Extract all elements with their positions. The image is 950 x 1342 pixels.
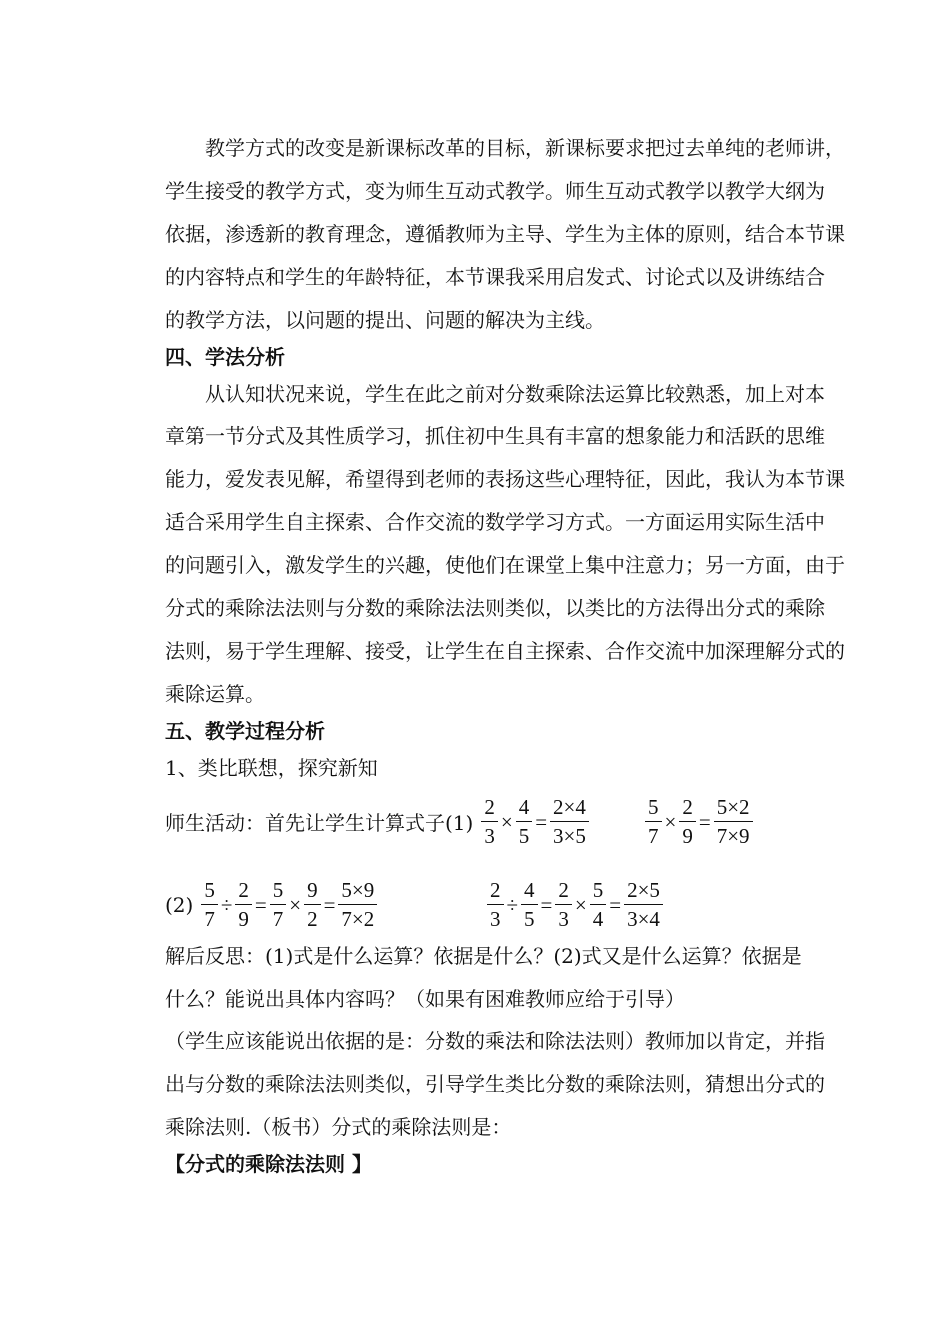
equation-4 (485, 879, 665, 930)
equals-sign: = (698, 809, 711, 834)
equation-intro: 师生活动：首先让学生计算式子(1) (165, 811, 474, 835)
paragraph-line: 教学方式的改变是新课标改革的目标，新课标要求把过去单纯的老师讲， (205, 136, 845, 160)
paragraph-line: 从认知状况来说，学生在此之前对分数乘除法运算比较熟悉，加上对本 (205, 382, 825, 406)
equals-sign: = (540, 892, 553, 917)
fraction: $\frac{9}{2}$ (304, 879, 321, 930)
fraction: $\frac{4}{5}$ (516, 796, 533, 847)
fraction: $\frac{2\times 5}{3\times 4}$ (624, 879, 663, 930)
times-sign: × (664, 809, 677, 834)
section-heading: 五、教学过程分析 (165, 719, 325, 743)
paragraph-line: 乘除运算。 (165, 682, 265, 706)
equals-sign: = (254, 892, 267, 917)
equation-label: (2) (165, 892, 194, 917)
paragraph-line: 能力，爱发表见解，希望得到老师的表扬这些心理特征，因此，我认为本节课 (165, 467, 845, 491)
fraction: $\frac{2}{3}$ (481, 796, 498, 847)
fraction: $\frac{5\times 2}{7\times 9}$ (714, 796, 753, 847)
fraction: $\frac{2}{9}$ (235, 879, 252, 930)
times-sign: × (574, 892, 587, 917)
fraction: $\frac{5\times 9}{7\times 2}$ (338, 879, 377, 930)
paragraph-line: 章第一节分式及其性质学习，抓住初中生具有丰富的想象能力和活跃的思维 (165, 424, 825, 448)
paragraph-line: 什么？能说出具体内容吗？（如果有困难教师应给于引导） (165, 987, 685, 1011)
fraction: $\frac{5}{4}$ (590, 879, 607, 930)
times-sign: × (500, 809, 513, 834)
paragraph-line: 学生接受的教学方式，变为师生互动式教学。师生互动式教学以教学大纲为 (165, 179, 825, 203)
equals-sign: = (535, 809, 548, 834)
paragraph-line: 适合采用学生自主探索、合作交流的数学学习方式。一方面运用实际生活中 (165, 510, 825, 534)
fraction: $\frac{5}{7}$ (645, 796, 662, 847)
paragraph-line: 法则，易于学生理解、接受，让学生在自主探索、合作交流中加深理解分式的 (165, 639, 845, 663)
divide-sign: ÷ (220, 892, 233, 917)
paragraph-line: 分式的乘除法法则与分数的乘除法法则类似，以类比的方法得出分式的乘除 (165, 596, 825, 620)
equals-sign: = (323, 892, 336, 917)
paragraph-line: 的内容特点和学生的年龄特征，本节课我采用启发式、讨论式以及讲练结合 (165, 265, 825, 289)
fraction: $\frac{2}{3}$ (487, 879, 504, 930)
paragraph-line: 出与分数的乘除法法则类似，引导学生类比分数的乘除法则，猜想出分式的 (165, 1072, 825, 1096)
subsection-heading: 1、类比联想，探究新知 (165, 756, 378, 780)
equation-2 (643, 796, 755, 847)
paragraph-line: 解后反思：(1)式是什么运算？依据是什么？(2)式又是什么运算？依据是 (165, 944, 802, 968)
fraction: $\frac{4}{5}$ (521, 879, 538, 930)
section-heading: 四、学法分析 (165, 345, 285, 369)
equation-3 (165, 879, 379, 930)
fraction: $\frac{5}{7}$ (201, 879, 218, 930)
divide-sign: ÷ (506, 892, 519, 917)
fraction: $\frac{5}{7}$ (270, 879, 287, 930)
paragraph-line: （学生应该能说出依据的是：分数的乘法和除法法则）教师加以肯定，并指 (165, 1029, 825, 1053)
equation-1 (165, 796, 591, 847)
times-sign: × (289, 892, 302, 917)
paragraph-line: 依据，渗透新的教育理念，遵循教师为主导、学生为主体的原则，结合本节课 (165, 222, 845, 246)
fraction: $\frac{2\times 4}{3\times 5}$ (550, 796, 589, 847)
paragraph-line: 的教学方法，以问题的提出、问题的解决为主线。 (165, 308, 605, 332)
rule-heading: 【分式的乘除法法则 】 (165, 1152, 372, 1176)
equals-sign: = (609, 892, 622, 917)
fraction: $\frac{2}{9}$ (679, 796, 696, 847)
paragraph-line: 的问题引入，激发学生的兴趣，使他们在课堂上集中注意力；另一方面，由于 (165, 553, 845, 577)
fraction: $\frac{2}{3}$ (555, 879, 572, 930)
paragraph-line: 乘除法则.（板书）分式的乘除法则是： (165, 1115, 512, 1139)
